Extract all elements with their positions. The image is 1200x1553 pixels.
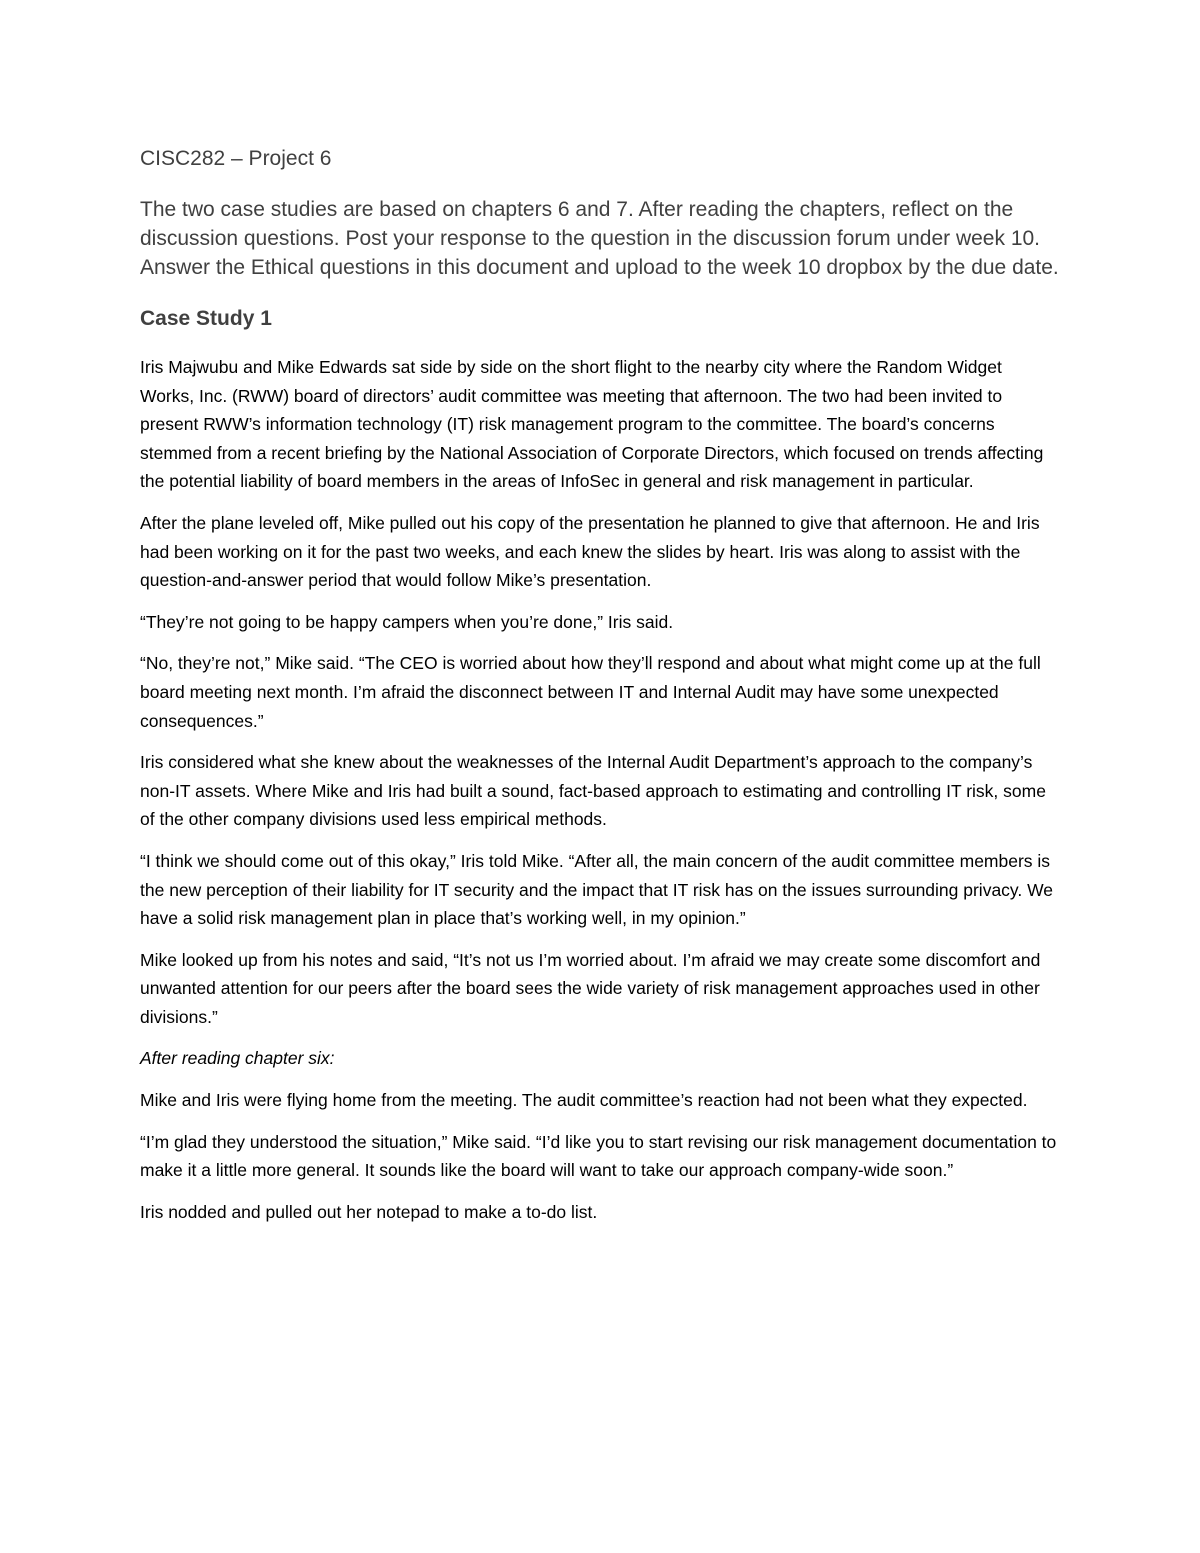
dialogue-paragraph: “I think we should come out of this okay,” Iris told Mike. “After all, the main concern of the audit committee members is the new perception of their liability for IT security and the impact that IT risk has on the issues surrounding privacy. We have a solid risk management plan in place that’s working well, in my opinion.” [140,850,1054,929]
dialogue-paragraph: “They’re not going to be happy campers when you’re done,” Iris said. [140,611,674,632]
body-paragraph: Iris nodded and pulled out her notepad to make a to-do list. [140,1201,598,1222]
body-paragraph: After the plane leveled off, Mike pulled out his copy of the presentation he planned to give that afternoon. He and Iris had been working on it for the past two weeks, and each knew the slides by heart. Iris was along to assist with the question-and-answer period that would follow Mike’s presentation. [140,512,1040,591]
body-paragraph: Iris Majwubu and Mike Edwards sat side by side on the short flight to the nearby city where the Random Widget Works, Inc. (RWW) board of directors’ audit committee was meeting that afternoon. The two had been invited to present RWW’s information technology (IT) risk management program to the committee. The board’s concerns stemmed from a recent briefing by the National Association of Corporate Directors, which focused on trends affecting the potential liability of board members in the areas of InfoSec in general and risk management in particular. [140,357,1044,492]
body-paragraph: Iris considered what she knew about the weaknesses of the Internal Audit Department’s approach to the company’s non-IT assets. Where Mike and Iris had built a sound, fact-based approach to estimating and controlling IT risk, some of the other company divisions used less empirical methods. [140,752,1046,830]
dialogue-paragraph: “No, they’re not,” Mike said. “The CEO is worried about how they’ll respond and about what might come up at the full board meeting next month. I’m afraid the disconnect between IT and Internal Audit may have some unexpected consequences.” [140,653,1041,731]
section-subheading: After reading chapter six: [140,1048,335,1069]
dialogue-paragraph: Mike looked up from his notes and said, “It’s not us I’m worried about. I’m afraid we may create some discomfort and unwanted attention for our peers after the board sees the wide variety of risk management approaches used in other divisions.” [140,949,1041,1027]
document-title: CISC282 – Project 6 [140,147,332,170]
document-page [140,130,1060,1239]
intro-paragraph: The two case studies are based on chapters 6 and 7. After reading the chapters, reflect on the discussion questions. Post your response to the question in the discussion forum under week 10. Answer the Ethical questions in this document and upload to the week 10 dropbox by the due date. [140,198,1059,279]
case-study-heading: Case Study 1 [140,307,272,330]
body-paragraph: Mike and Iris were flying home from the meeting. The audit committee’s reaction had not been what they expected. [140,1090,1028,1111]
dialogue-paragraph: “I’m glad they understood the situation,” Mike said. “I’d like you to start revising our risk management documentation to make it a little more general. It sounds like the board will want to take our approach company-wide soon.” [140,1131,1057,1181]
